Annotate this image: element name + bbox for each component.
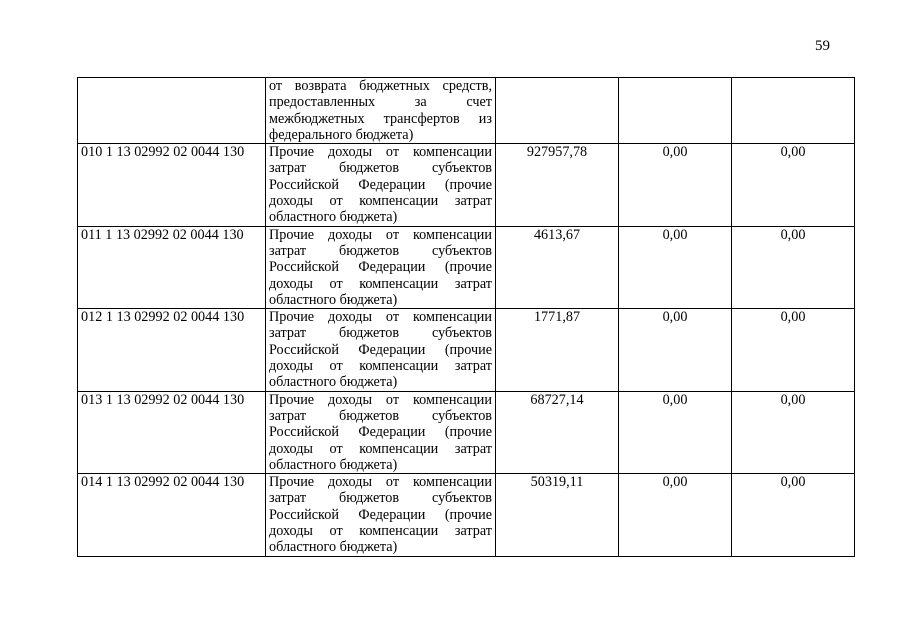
row-value-3: 0,00 xyxy=(732,474,855,556)
row-name: от возврата бюджетных средств, предоставленных за счет межбюджетных трансфертов из федерального бюджета) xyxy=(266,78,496,144)
row-code: 010 1 13 02992 02 0044 130 xyxy=(78,144,266,226)
row-value-3: 0,00 xyxy=(732,226,855,308)
row-value-1: 1771,87 xyxy=(496,309,619,391)
row-value-3: 0,00 xyxy=(732,391,855,473)
row-value-1: 4613,67 xyxy=(496,226,619,308)
page-number: 59 xyxy=(815,38,830,54)
row-value-2: 0,00 xyxy=(619,144,732,226)
table-row xyxy=(78,309,855,391)
table-row xyxy=(78,144,855,226)
row-value-3: 0,00 xyxy=(732,144,855,226)
row-value-1 xyxy=(496,78,619,144)
row-value-1: 927957,78 xyxy=(496,144,619,226)
row-value-2: 0,00 xyxy=(619,474,732,556)
row-value-3 xyxy=(732,78,855,144)
row-value-2: 0,00 xyxy=(619,226,732,308)
budget-table xyxy=(77,77,855,557)
row-value-3: 0,00 xyxy=(732,309,855,391)
table-row xyxy=(78,391,855,473)
table-row xyxy=(78,78,855,144)
row-code: 013 1 13 02992 02 0044 130 xyxy=(78,391,266,473)
row-code: 012 1 13 02992 02 0044 130 xyxy=(78,309,266,391)
row-value-2: 0,00 xyxy=(619,309,732,391)
row-value-2: 0,00 xyxy=(619,391,732,473)
row-value-1: 68727,14 xyxy=(496,391,619,473)
row-name: Прочие доходы от компенсации затрат бюджетов субъектов Российской Федерации (прочие доходы от компенсации затрат областного бюджета) xyxy=(266,391,496,473)
row-name: Прочие доходы от компенсации затрат бюджетов субъектов Российской Федерации (прочие доходы от компенсации затрат областного бюджета) xyxy=(266,226,496,308)
row-name: Прочие доходы от компенсации затрат бюджетов субъектов Российской Федерации (прочие доходы от компенсации затрат областного бюджета) xyxy=(266,144,496,226)
table-row xyxy=(78,226,855,308)
row-code: 014 1 13 02992 02 0044 130 xyxy=(78,474,266,556)
row-value-1: 50319,11 xyxy=(496,474,619,556)
row-name: Прочие доходы от компенсации затрат бюджетов субъектов Российской Федерации (прочие доходы от компенсации затрат областного бюджета) xyxy=(266,309,496,391)
row-code xyxy=(78,78,266,144)
row-name: Прочие доходы от компенсации затрат бюджетов субъектов Российской Федерации (прочие доходы от компенсации затрат областного бюджета) xyxy=(266,474,496,556)
row-value-2 xyxy=(619,78,732,144)
table-row xyxy=(78,474,855,556)
row-code: 011 1 13 02992 02 0044 130 xyxy=(78,226,266,308)
